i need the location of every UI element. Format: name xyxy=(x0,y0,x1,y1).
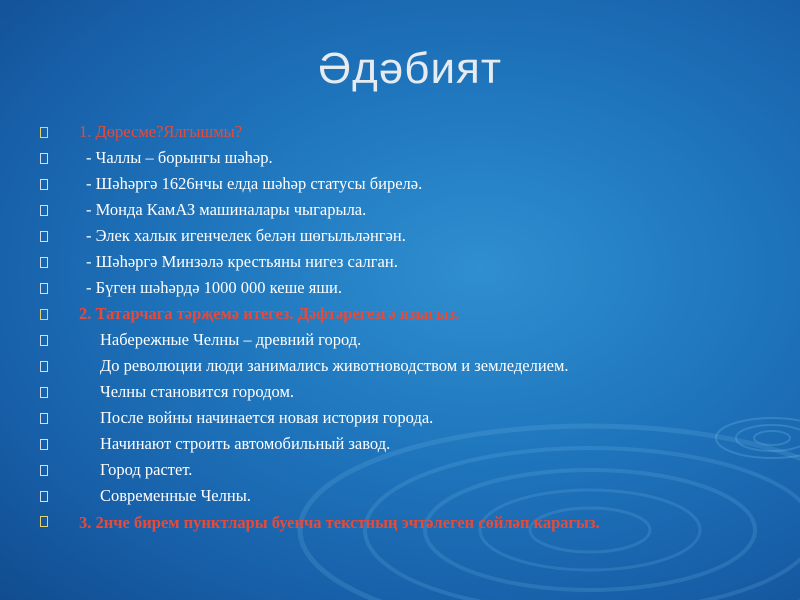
list-item xyxy=(40,457,780,483)
statement-text: - Чаллы – борынгы шәһәр. xyxy=(86,148,273,167)
sentence-text: Челны становится городом. xyxy=(100,382,295,401)
list-item xyxy=(40,431,780,457)
bullet-icon xyxy=(40,387,48,398)
bullet-icon xyxy=(40,516,48,527)
sentence-text: Город растет. xyxy=(100,460,193,479)
sentence-text: Начинают строить автомобильный завод. xyxy=(100,434,391,453)
list-item xyxy=(40,197,780,223)
list-item xyxy=(40,379,780,405)
bullet-icon xyxy=(40,335,48,346)
list-item xyxy=(40,405,780,431)
list-item xyxy=(40,327,780,353)
bullet-icon xyxy=(40,257,48,268)
list-item xyxy=(40,145,780,171)
list-item xyxy=(40,119,780,145)
bullet-icon xyxy=(40,283,48,294)
list-item xyxy=(40,509,780,555)
statement-text: - Бүген шәһәрдә 1000 000 кеше яши. xyxy=(86,278,342,297)
slide-content-list xyxy=(40,119,780,555)
bullet-icon xyxy=(40,413,48,424)
slide-title: Әдәбият xyxy=(317,44,502,93)
list-item xyxy=(40,223,780,249)
bullet-icon xyxy=(40,491,48,502)
task-heading: 3. 2нче бирем пунктлары буенча текстның эчтәлеген сөйләп карагыз. xyxy=(79,513,600,532)
bullet-icon xyxy=(40,465,48,476)
sentence-text: Набережные Челны – древний город. xyxy=(100,330,362,349)
list-item xyxy=(40,275,780,301)
statement-text: - Монда КамАЗ машиналары чыгарыла. xyxy=(86,200,367,219)
bullet-icon xyxy=(40,179,48,190)
statement-text: - Шәһәргә 1626нчы елда шәһәр статусы бирелә. xyxy=(86,174,423,193)
bullet-icon xyxy=(40,309,48,320)
bullet-icon xyxy=(40,361,48,372)
sentence-text: До революции люди занимались животноводством и земледелием. xyxy=(100,356,569,375)
task-heading: 1. Дөресме?Ялгышмы? xyxy=(79,122,243,141)
statement-text: - Шәһәргә Минзәлә крестьяны нигез салган. xyxy=(86,252,398,271)
sentence-text: Современные Челны. xyxy=(100,486,251,505)
list-item xyxy=(40,353,780,379)
list-item xyxy=(40,301,780,327)
task-heading: 2. Татарчага тәрҗемә итегез. Дәфтәрегезгә языгыз. xyxy=(79,304,460,323)
bullet-icon xyxy=(40,231,48,242)
list-item xyxy=(40,249,780,275)
bullet-icon xyxy=(40,153,48,164)
bullet-icon xyxy=(40,439,48,450)
bullet-icon xyxy=(40,127,48,138)
bullet-icon xyxy=(40,205,48,216)
list-item xyxy=(40,483,780,509)
sentence-text: После войны начинается новая история города. xyxy=(100,408,434,427)
statement-text: - Элек халык игенчелек белән шөгыльләнгән. xyxy=(86,226,406,245)
list-item xyxy=(40,171,780,197)
